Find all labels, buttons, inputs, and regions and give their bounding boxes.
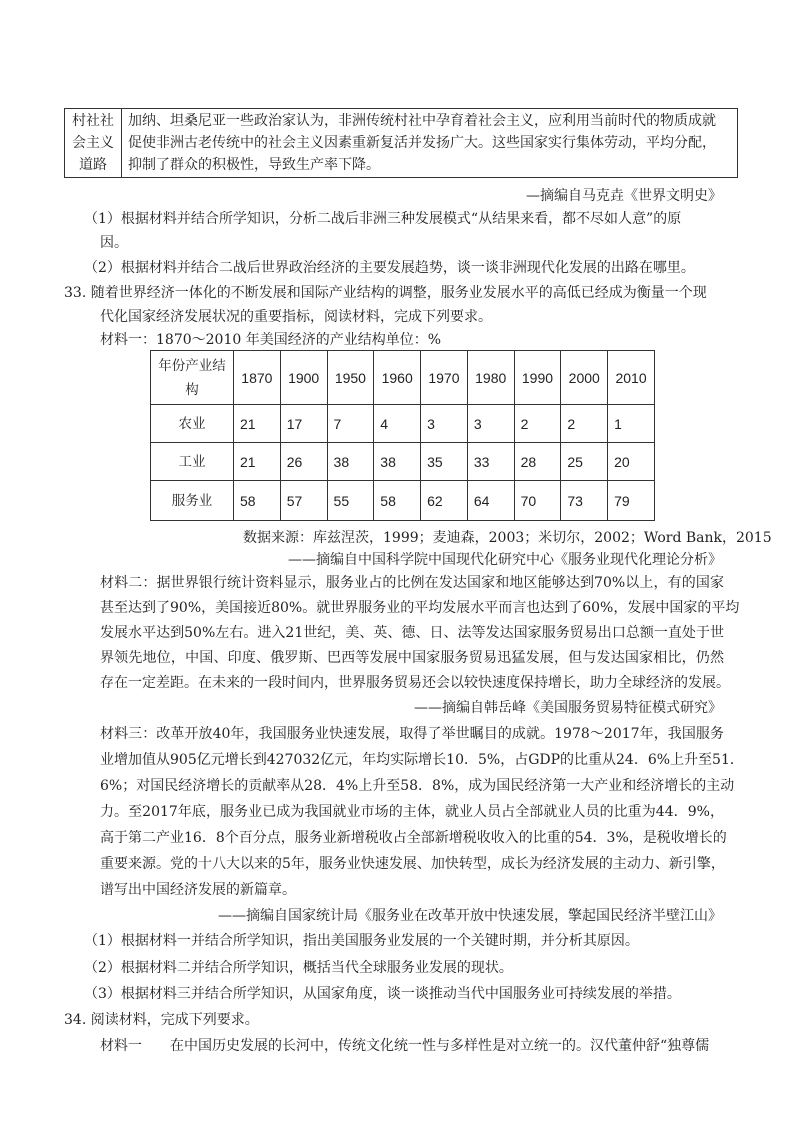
source-citation: ——摘编自国家统计局《服务业在改革开放中快速发展，擎起国民经济半壁江山》 xyxy=(218,908,722,924)
material2-line: 发展水平达到50%左右。进入21世纪，美、英、德、日、法等发达国家服务贸易出口总额一直处于世 xyxy=(100,625,724,641)
q33-sub2: （2）根据材料二并结合所学知识，概括当代全球服务业发展的现状。 xyxy=(84,960,513,976)
year-header: 1950 xyxy=(327,351,374,405)
table-cell: 2 xyxy=(561,405,608,443)
label-line: 道路 xyxy=(79,157,107,173)
q33-sub1: （1）根据材料一并结合所学知识，指出美国服务业发展的一个关键时期，并分析其原因。 xyxy=(84,933,639,949)
source-citation: ——摘编自韩岳峰《美国服务贸易特征模式研究》 xyxy=(414,700,722,716)
year-header: 1990 xyxy=(514,351,561,405)
material3-line: 材料三：改革开放40年，我国服务业快速发展，取得了举世瞩目的成就。1978～2017年，我国服务 xyxy=(100,726,724,742)
material3-line: 谱写出中国经济发展的新篇章。 xyxy=(100,882,296,898)
year-header: 2010 xyxy=(608,351,655,405)
corner-header: 年份产业结构 xyxy=(151,351,234,405)
table-cell: 57 xyxy=(280,481,327,521)
table-row xyxy=(151,443,655,481)
material3-line: 高于第二产业16．8个百分点，服务业新增税收占全部新增税收收入的比重的54．3%，是税收增长的 xyxy=(100,830,727,846)
source-citation: —摘编自马克垚《世界文明史》 xyxy=(526,188,722,204)
material2-line: 材料二：据世界银行统计资料显示，服务业占的比例在发达国家和地区能够达到70%以上，有的国家 xyxy=(100,575,724,591)
year-header: 1970 xyxy=(421,351,468,405)
table-cell: 1 xyxy=(608,405,655,443)
table-cell: 17 xyxy=(280,405,327,443)
table-label-cell xyxy=(65,109,122,178)
table-cell: 3 xyxy=(467,405,514,443)
table-cell: 20 xyxy=(608,443,655,481)
material3-line: 6%；对国民经济增长的贡献率从28．4%上升至58．8%，成为国民经济第一大产业和经济增长的主动 xyxy=(100,778,735,794)
table-cell: 38 xyxy=(327,443,374,481)
table-cell: 33 xyxy=(467,443,514,481)
table-header-row xyxy=(151,351,655,405)
source-citation: ——摘编自中国科学院中国现代化研究中心《服务业现代化理论分析》 xyxy=(288,552,722,568)
q33-sub3: （3）根据材料三并结合所学知识，从国家角度，谈一谈推动当代中国服务业可持续发展的举措。 xyxy=(84,986,681,1002)
label-line: 会主义 xyxy=(72,135,114,151)
africa-model-table xyxy=(64,108,738,178)
material2-line: 存在一定差距。在未来的一段时间内，世界服务贸易还会以较快速度保持增长，助力全球经济的发展。 xyxy=(100,675,730,691)
table-cell: 35 xyxy=(421,443,468,481)
table-cell: 58 xyxy=(234,481,281,521)
year-header: 1870 xyxy=(234,351,281,405)
q34-stem: 34. 阅读材料，完成下列要求。 xyxy=(64,1012,259,1028)
table-row xyxy=(151,405,655,443)
material3-line: 重要来源。党的十八大以来的5年，服务业快速发展、加快转型，成长为经济发展的主动力、新引擎， xyxy=(100,856,725,872)
q34-material1: 材料一 在中国历史发展的长河中，传统文化统一性与多样性是对立统一的。汉代董仲舒“独尊儒 xyxy=(100,1038,710,1054)
q33-stem-cont: 代化国家经济发展状况的重要指标，阅读材料，完成下列要求。 xyxy=(100,309,492,325)
material2-line: 界领先地位，中国、印度、俄罗斯、巴西等发展中国家服务贸易迅猛发展，但与发达国家相比，仍然 xyxy=(100,650,724,666)
industry-name: 农业 xyxy=(151,405,234,443)
q32-sub1-cont: 因。 xyxy=(100,235,128,251)
table-cell: 64 xyxy=(467,481,514,521)
table-cell: 73 xyxy=(561,481,608,521)
material1-title: 材料一：1870～2010 年美国经济的产业结构单位：% xyxy=(100,332,442,348)
content-line: 促使非洲古老传统中的社会主义因素重新复活并发扬广大。这些国家实行集体劳动，平均分配， xyxy=(128,135,716,151)
content-line: 加纳、坦桑尼亚一些政治家认为，非洲传统村社中孕育着社会主义，应利用当前时代的物质成就 xyxy=(128,113,716,129)
material3-line: 业增加值从905亿元增长到427032亿元，年均实际增长10．5%，占GDP的比重从24．6%上升至51． xyxy=(100,752,744,768)
table-cell: 62 xyxy=(421,481,468,521)
label-line: 村社社 xyxy=(72,113,114,129)
table-cell: 21 xyxy=(234,443,281,481)
table-row xyxy=(151,481,655,521)
table-cell: 58 xyxy=(374,481,421,521)
table-cell: 25 xyxy=(561,443,608,481)
table-cell: 28 xyxy=(514,443,561,481)
year-header: 2000 xyxy=(561,351,608,405)
material2-line: 甚至达到了90%，美国接近80%。就世界服务业的平均发展水平而言也达到了60%，发展中国家的平均 xyxy=(100,600,740,616)
table-cell: 7 xyxy=(327,405,374,443)
data-source: 数据来源：库兹涅茨，1999；麦迪森，2003；米切尔，2002；Word Bank，2015 xyxy=(243,530,772,546)
table-cell: 55 xyxy=(327,481,374,521)
table-cell: 38 xyxy=(374,443,421,481)
q32-sub1: （1）根据材料并结合所学知识，分析二战后非洲三种发展模式“从结果来看，都不尽如人意”的原 xyxy=(84,211,682,227)
q32-sub2: （2）根据材料并结合二战后世界政治经济的主要发展趋势，谈一谈非洲现代化发展的出路在哪里。 xyxy=(84,260,695,276)
table-cell: 4 xyxy=(374,405,421,443)
industry-name: 服务业 xyxy=(151,481,234,521)
content-line: 抑制了群众的积极性，导致生产率下降。 xyxy=(128,157,380,173)
material3-line: 力。至2017年底，服务业已成为我国就业市场的主体，就业人员占全部就业人员的比重为44．9%， xyxy=(100,804,724,820)
table-cell: 2 xyxy=(514,405,561,443)
year-header: 1980 xyxy=(467,351,514,405)
table-cell: 21 xyxy=(234,405,281,443)
table-cell: 26 xyxy=(280,443,327,481)
table-cell: 79 xyxy=(608,481,655,521)
year-header: 1900 xyxy=(280,351,327,405)
q33-stem: 33. 随着世界经济一体化的不断发展和国际产业结构的调整，服务业发展水平的高低已经成为衡量一个现 xyxy=(64,285,707,301)
table-cell: 3 xyxy=(421,405,468,443)
table-cell: 70 xyxy=(514,481,561,521)
industry-name: 工业 xyxy=(151,443,234,481)
year-header: 1960 xyxy=(374,351,421,405)
us-industry-structure-table xyxy=(150,350,655,521)
table-content-cell xyxy=(122,109,738,178)
